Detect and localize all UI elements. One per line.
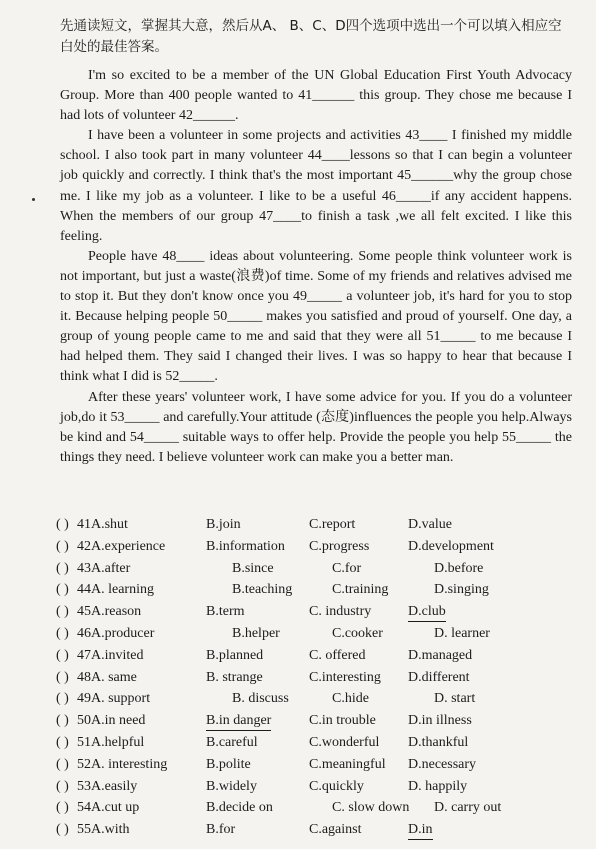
question-number: 51 bbox=[77, 734, 91, 750]
question-row-51 bbox=[56, 735, 576, 757]
option-b: B.for bbox=[206, 822, 236, 838]
question-row-49 bbox=[56, 691, 576, 713]
question-row-43 bbox=[56, 561, 576, 583]
answer-blank: ( ) bbox=[56, 647, 69, 663]
question-number: 52 bbox=[77, 756, 91, 772]
option-c: C.against bbox=[309, 822, 362, 838]
question-number: 42 bbox=[77, 538, 91, 554]
option-d: D.different bbox=[408, 669, 470, 685]
answer-blank: ( ) bbox=[56, 604, 69, 620]
answer-blank: ( ) bbox=[56, 582, 69, 598]
question-row-52 bbox=[56, 757, 576, 779]
option-d: D.thankful bbox=[408, 734, 469, 750]
option-a bbox=[77, 648, 144, 664]
option-b: B.decide on bbox=[206, 800, 273, 816]
option-a-text: A.experience bbox=[91, 538, 166, 554]
option-c: C. industry bbox=[309, 604, 372, 620]
option-c: C.meaningful bbox=[309, 756, 386, 772]
option-a-text: A.helpful bbox=[91, 734, 145, 750]
question-number: 55 bbox=[77, 822, 91, 838]
option-a bbox=[77, 604, 141, 620]
question-number: 45 bbox=[77, 604, 91, 620]
question-number: 44 bbox=[77, 582, 91, 598]
question-number: 41 bbox=[77, 517, 91, 532]
option-a bbox=[77, 779, 137, 795]
option-c: C.progress bbox=[309, 538, 370, 554]
question-row-47 bbox=[56, 648, 576, 670]
question-number: 43 bbox=[77, 560, 91, 576]
question-row-42 bbox=[56, 539, 576, 561]
option-b: B.widely bbox=[206, 778, 257, 794]
option-b: B. discuss bbox=[232, 691, 289, 707]
option-a-text: A.cut up bbox=[91, 800, 140, 816]
option-c: C.interesting bbox=[309, 669, 381, 685]
question-number: 47 bbox=[77, 647, 91, 663]
reading-passage bbox=[60, 66, 572, 468]
option-a-text: A.with bbox=[91, 822, 130, 838]
option-d: D.value bbox=[408, 517, 452, 532]
answer-blank: ( ) bbox=[56, 822, 69, 838]
question-number: 50 bbox=[77, 713, 91, 729]
option-a bbox=[77, 517, 128, 533]
option-c: C.for bbox=[332, 560, 362, 576]
option-a bbox=[77, 691, 150, 707]
question-row-45 bbox=[56, 604, 576, 626]
option-d: D. happily bbox=[408, 778, 468, 794]
option-c: C.report bbox=[309, 517, 356, 532]
option-a-text: A. interesting bbox=[91, 756, 168, 772]
answer-blank: ( ) bbox=[56, 669, 69, 685]
option-b: B.planned bbox=[206, 647, 264, 663]
question-number: 54 bbox=[77, 800, 91, 816]
option-d: D.development bbox=[408, 538, 494, 554]
option-a-text: A.easily bbox=[91, 778, 138, 794]
question-number: 46 bbox=[77, 625, 91, 641]
answer-blank: ( ) bbox=[56, 560, 69, 576]
option-b: B.term bbox=[206, 604, 245, 620]
option-c: C.training bbox=[332, 582, 389, 598]
option-c: C. offered bbox=[309, 647, 366, 663]
option-a-text: A.reason bbox=[91, 604, 142, 620]
option-d: D.in illness bbox=[408, 713, 472, 729]
passage-paragraph-4: After these years' volunteer work, I have some advice for you. If you do a volunteer job,do it 53_____ and carefully.Your attitude (态度)influences the people you help.Always be kind and 54_____ suitable ways to offer help. Provide the people you help 55_____ the things they need. I believe volunteer work can make you a better man. bbox=[60, 389, 572, 465]
passage-paragraph-3: People have 48____ ideas about volunteering. Some people think volunteer work is not important, but just a waste(浪费)of time. Some of my friends and relatives advised me to stop it. But they don't know once you 49_____ a volunteer job, it's hard for you to stop it. Because helping people 50_____ makes you satisfied and proud of yourself. One day, a group of young people came to me and said that they were all 51_____ to me because I had helped them. They said I changed their lives. I was so happy to hear that because I think what I did is 52_____. bbox=[60, 248, 572, 385]
answer-blank: ( ) bbox=[56, 756, 69, 772]
option-c: C.hide bbox=[332, 691, 369, 707]
option-a bbox=[77, 800, 139, 816]
option-b: B.information bbox=[206, 538, 285, 554]
instruction-text: 先通读短文，掌握其大意，然后从A、 B、C、D四个选项中选出一个可以填入相应空白处的最佳答案。 bbox=[60, 18, 562, 55]
answer-blank: ( ) bbox=[56, 625, 69, 641]
option-d: D.in bbox=[408, 822, 433, 840]
question-row-46 bbox=[56, 626, 576, 648]
option-a-text: A. support bbox=[91, 691, 151, 707]
option-a bbox=[77, 626, 154, 642]
option-b: B.join bbox=[206, 517, 241, 532]
answer-blank: ( ) bbox=[56, 800, 69, 816]
option-c: C.wonderful bbox=[309, 734, 380, 750]
option-a bbox=[77, 757, 167, 773]
option-d: D. learner bbox=[434, 625, 490, 641]
option-b: B.helper bbox=[232, 625, 280, 641]
option-a-text: A. same bbox=[91, 669, 137, 685]
option-c: C.in trouble bbox=[309, 713, 376, 729]
option-a-text: A.after bbox=[91, 560, 131, 576]
answer-blank: ( ) bbox=[56, 713, 69, 729]
answer-blank: ( ) bbox=[56, 538, 69, 554]
option-d: D. start bbox=[434, 691, 476, 707]
question-row-54 bbox=[56, 800, 576, 822]
option-a bbox=[77, 822, 130, 838]
option-a-text: A.shut bbox=[91, 517, 128, 532]
option-d: D.club bbox=[408, 604, 446, 622]
option-a bbox=[77, 713, 145, 729]
passage-paragraph-1: I'm so excited to be a member of the UN Global Education First Youth Advocacy Group. More than 400 people wanted to 41______ this group. They chose me because I had lots of volunteer 42______. bbox=[60, 68, 572, 124]
question-number: 53 bbox=[77, 778, 91, 794]
question-row-48 bbox=[56, 670, 576, 692]
option-b: B. strange bbox=[206, 669, 263, 685]
option-c: C.cooker bbox=[332, 625, 383, 641]
question-row-44 bbox=[56, 582, 576, 604]
option-a bbox=[77, 735, 144, 751]
option-a bbox=[77, 561, 130, 577]
question-row-53 bbox=[56, 779, 576, 801]
answer-blank: ( ) bbox=[56, 778, 69, 794]
answer-blank: ( ) bbox=[56, 734, 69, 750]
option-a bbox=[77, 582, 154, 598]
option-a-text: A.invited bbox=[91, 647, 144, 663]
question-row-50 bbox=[56, 713, 576, 735]
option-b: B.in danger bbox=[206, 713, 271, 731]
option-a-text: A.producer bbox=[91, 625, 155, 641]
option-c: C.quickly bbox=[309, 778, 364, 794]
stray-mark bbox=[32, 198, 35, 201]
option-b: B.since bbox=[232, 560, 274, 576]
option-a bbox=[77, 670, 137, 686]
option-a-text: A. learning bbox=[91, 582, 154, 598]
question-number: 48 bbox=[77, 669, 91, 685]
option-c: C. slow down bbox=[332, 800, 410, 816]
question-number: 49 bbox=[77, 691, 91, 707]
passage-paragraph-2: I have been a volunteer in some projects and activities 43____ I finished my middle school. I also took part in many volunteer 44____lessons so that I can begin a volunteer job quickly and correctly. I think that's the most important 45______why the group chose me. I like my job as a volunteer. I like to be a useful 46_____if any accident happens. When the members of our group 47____to finish a task ,we all felt excited. I like this feeling. bbox=[60, 128, 572, 244]
answer-blank: ( ) bbox=[56, 691, 69, 707]
option-b: B.polite bbox=[206, 756, 251, 772]
option-a-text: A.in need bbox=[91, 713, 146, 729]
answer-blank: ( ) bbox=[56, 517, 69, 532]
option-a bbox=[77, 539, 165, 555]
option-d: D.necessary bbox=[408, 756, 477, 772]
option-b: B.teaching bbox=[232, 582, 293, 598]
option-d: D. carry out bbox=[434, 800, 502, 816]
answer-options bbox=[56, 517, 576, 844]
question-row-41 bbox=[56, 517, 576, 539]
question-row-55 bbox=[56, 822, 576, 844]
option-b: B.careful bbox=[206, 734, 258, 750]
option-d: D.before bbox=[434, 560, 484, 576]
option-d: D.singing bbox=[434, 582, 489, 598]
option-d: D.managed bbox=[408, 647, 473, 663]
